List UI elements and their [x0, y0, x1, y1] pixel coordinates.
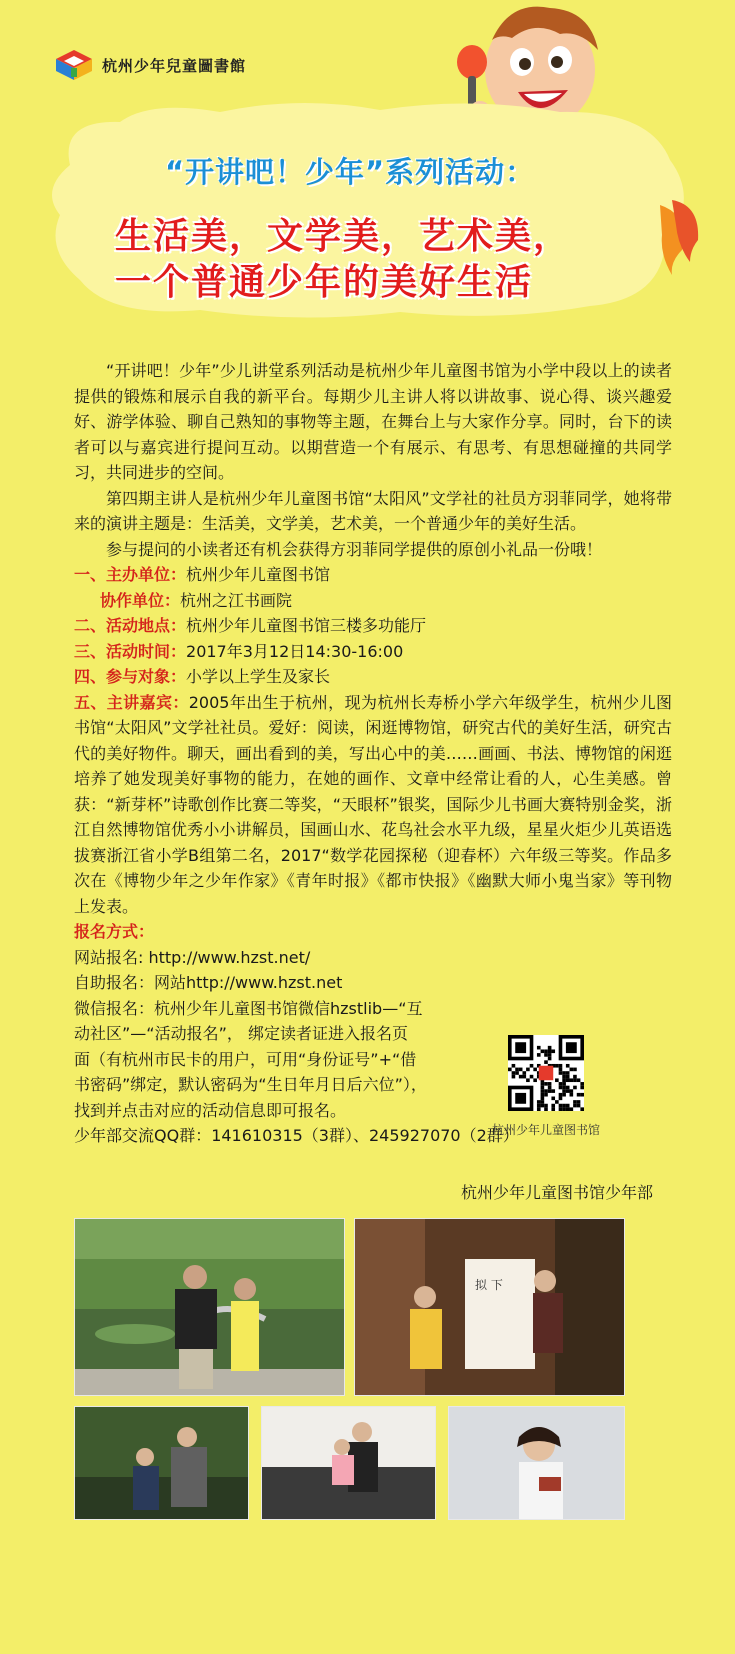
guest-bio-rest: 州少儿图书馆“太阳风”文学社社员。爱好：阅读，闲逛博物馆，研究古代的美好生活，研究古代的美好物件。聊天，画出看到的美，写出心中的美……画画、书法、博物馆的闲逛培养了她发现美好事物的能力，在她的画作、文章中经常让看的人，心生美感。曾获：“新芽杯”诗歌创作比赛二等奖，“天眼杯”银奖，国际少儿书画大赛特别金奖，浙江自然博物馆优秀小小讲解员，国画山水、花鸟社会水平九级，星星火炬少儿英语选拔赛浙江省小学B组第二名，2017“数学花园探秘（迎春杯）六年级三等奖。作品多次在《博物少年之少年作家》《青年时报》《都市快报》《幽默大师小鬼当家》等刊物上发表。	[74, 692, 672, 916]
photo-award-3	[448, 1406, 625, 1520]
intro-paragraph-3: 参与提问的小读者还有机会获得方羽菲同学提供的原创小礼品一份哦！	[106, 539, 603, 559]
library-name: 杭州少年兒童圖書館	[102, 56, 247, 75]
guest-section	[74, 690, 672, 920]
coorganizer-label: 协作单位：	[100, 590, 181, 610]
registration-wechat-2: 动社区”—“活动报名”， 绑定读者证进入报名页	[74, 1024, 408, 1043]
coorganizer-value: 杭州之江书画院	[180, 590, 293, 610]
qq-group-info: 少年部交流QQ群：141610315（3群）、245927070（2群）	[74, 1126, 519, 1145]
intro-paragraph-2: 第四期主讲人是杭州少年儿童图书馆“太阳风”文学社的社员方羽菲同学，她将带来的演讲主题是：生活美，文学美，艺术美，一个普通少年的美好生活。	[74, 488, 672, 533]
organizer-row	[74, 562, 672, 588]
organizer-label: 一、主办单位：	[74, 565, 187, 584]
banner-title-line-2: 一个普通少年的美好生活	[115, 262, 534, 303]
qr-code-block	[476, 1035, 616, 1138]
organizer-value: 杭州少年儿童图书馆	[186, 565, 331, 584]
registration-wechat-1: 微信报名：杭州少年儿童图书馆微信hzstlib—“互	[74, 998, 423, 1018]
venue-value: 杭州少年儿童图书馆三楼多功能厅	[186, 616, 427, 635]
banner-title-line-1: 生活美，文学美，艺术美，	[115, 216, 572, 257]
registration-wechat-5: 找到并点击对应的活动信息即可报名。	[74, 1100, 347, 1120]
registration-selfservice[interactable]: 自助报名：网站http://www.hzst.net	[74, 973, 343, 992]
guest-bio-first: 2005年出生于杭州，现为杭州长寿桥小学六年级学生，杭	[188, 692, 607, 712]
intro-paragraph-1: “开讲吧！少年”少儿讲堂系列活动是杭州少年儿童图书馆为小学中段以上的读者提供的锻炼和展示自我的新平台。每期少儿主讲人将以讲故事、说心得、谈兴趣爱好、游学体验、聊自己熟知的事物等主题，在舞台上与大家作分享。同时，台下的读者可以与嘉宾进行提问互动。以期营造一个有展示、有思考、有思想碰撞的共同学习，共同进步的空间。	[74, 361, 672, 482]
audience-label: 四、参与对象：	[74, 667, 187, 686]
registration-wechat-3: 面（有杭州市民卡的用户，可用“身份证号”+“借	[74, 1049, 417, 1069]
time-label: 三、活动时间：	[74, 641, 187, 661]
photo-calligraphy-room	[354, 1218, 625, 1396]
coorganizer-row	[74, 588, 672, 614]
venue-row	[74, 613, 672, 639]
guest-label: 五、主讲嘉宾：	[74, 692, 189, 712]
audience-value: 小学以上学生及家长	[186, 667, 331, 686]
event-content	[74, 358, 672, 1149]
venue-label: 二、活动地点：	[74, 616, 187, 635]
time-value: 2017年3月12日14:30-16:00	[186, 641, 404, 661]
photo-lake-garden	[74, 1218, 345, 1396]
photo-award-1	[74, 1406, 249, 1520]
registration-methods	[74, 945, 494, 1124]
qr-caption: 杭州少年儿童图书馆	[491, 1123, 600, 1137]
time-row	[74, 639, 672, 665]
svg-text:拟 下: 拟 下	[475, 1278, 503, 1292]
registration-label: 报名方式：	[74, 922, 155, 941]
signature: 杭州少年儿童图书馆少年部	[460, 1183, 653, 1202]
qr-code-icon[interactable]	[508, 1035, 584, 1111]
audience-row	[74, 664, 672, 690]
registration-wechat-4: 书密码”绑定，默认密码为“生日年月日后六位”），	[74, 1075, 427, 1094]
photo-award-2	[261, 1406, 436, 1520]
registration-website[interactable]: 网站报名: http://www.hzst.net/	[74, 947, 311, 967]
banner-subtitle: “开讲吧！少年”系列活动：	[165, 155, 536, 189]
